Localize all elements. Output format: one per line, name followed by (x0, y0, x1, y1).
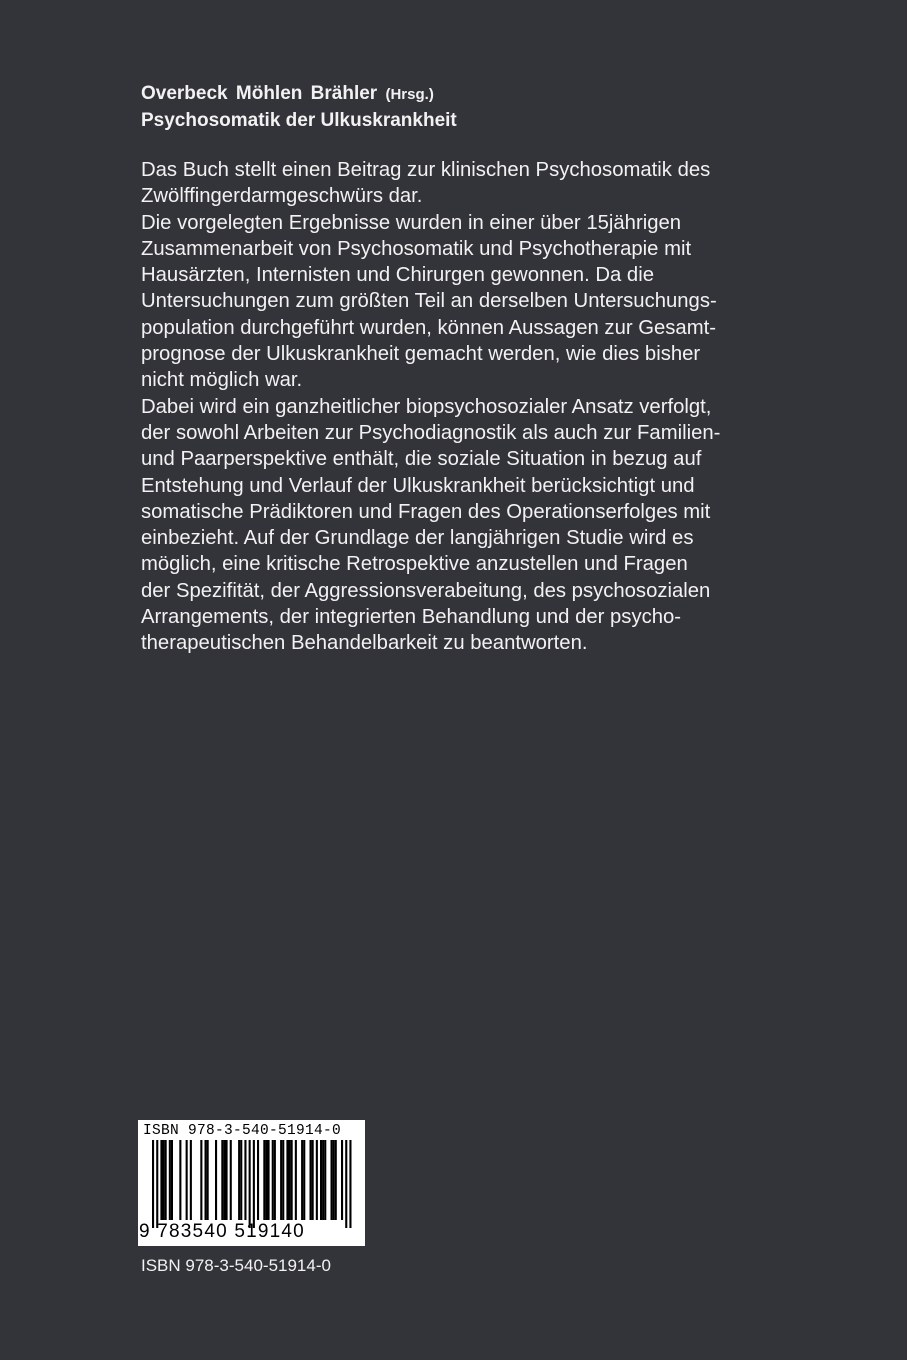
barcode-bar (226, 1140, 228, 1220)
blurb-line: Hausärzten, Internisten und Chirurgen gewonnen. Da die (141, 264, 654, 287)
barcode-bar (156, 1140, 158, 1228)
barcode-bar (263, 1140, 265, 1220)
barcode-bar (215, 1140, 217, 1220)
barcode (138, 1120, 365, 1246)
blurb-line: Zwölffingerdarmgeschwürs dar. (141, 185, 423, 208)
barcode-bar (291, 1140, 293, 1220)
barcode-isbn-label: ISBN 978-3-540-51914-0 (143, 1123, 342, 1139)
barcode-bars (138, 1140, 365, 1228)
blurb-line: Das Buch stellt einen Beitrag zur klinischen Psychosomatik des (141, 159, 711, 181)
blurb-line: Dabei wird ein ganzheitlicher biopsychosozialer Ansatz verfolgt, (141, 395, 712, 418)
barcode-bar (280, 1140, 282, 1220)
barcode-bar (244, 1140, 246, 1220)
barcode-bar (163, 1140, 165, 1220)
barcode-bar (207, 1140, 209, 1220)
barcode-bar (230, 1140, 232, 1220)
barcode-bar (316, 1140, 318, 1220)
blurb-line: somatische Prädiktoren und Fragen des Operationserfolges mit (141, 500, 711, 523)
barcode-bar (320, 1140, 322, 1220)
blurb-line: Untersuchungen zum größten Teil an derselben Untersuchungs- (141, 290, 717, 313)
blurb-line: der sowohl Arbeiten zur Psychodiagnostik als auch zur Familien- (141, 421, 721, 444)
barcode-bar (331, 1140, 333, 1220)
barcode-bar (160, 1140, 162, 1220)
blurb-line: und Paarperspektive enthält, die soziale Situation in bezug auf (141, 448, 702, 471)
barcode-bar (303, 1140, 305, 1220)
blurb-line: Zusammenarbeit von Psychosomatik und Psychotherapie mit (141, 237, 692, 260)
barcode-bar (169, 1140, 171, 1220)
barcode-bar (240, 1140, 242, 1220)
barcode-bar (345, 1140, 347, 1228)
blurb-line: einbezieht. Auf der Grundlage der langjährigen Studie wird es (141, 527, 694, 550)
barcode-digits: 9 783540 519140 (139, 1221, 305, 1242)
barcode-bar (165, 1140, 167, 1220)
barcode-bar (190, 1140, 192, 1220)
barcode-bar (295, 1140, 297, 1220)
blurb-line: Entstehung und Verlauf der Ulkuskrankheit berücksichtigt und (141, 474, 695, 497)
barcode-bar (265, 1140, 267, 1220)
blurb-line: nicht möglich war. (141, 369, 303, 392)
editor-note: (Hrsg.) (385, 86, 434, 103)
barcode-bar (268, 1140, 270, 1220)
barcode-bar (221, 1140, 223, 1220)
barcode-bar (249, 1140, 251, 1228)
barcode-bar (324, 1140, 326, 1220)
barcode-bar (333, 1140, 335, 1220)
blurb-line: Arrangements, der integrierten Behandlung und der psycho- (141, 606, 682, 629)
blurb-line: therapeutischen Behandelbarkeit zu beantworten. (141, 632, 588, 655)
barcode-bar (223, 1140, 225, 1220)
barcode-bar (253, 1140, 255, 1228)
barcode-bar (286, 1140, 288, 1220)
barcode-bar (186, 1140, 188, 1220)
barcode-bar (274, 1140, 276, 1220)
barcode-bar (322, 1140, 324, 1220)
authors: Overbeck Möhlen Brähler (141, 83, 378, 104)
authors-line (141, 81, 841, 108)
blurb-line: der Spezifität, der Aggressionsverabeitung, des psychosozialen (141, 579, 711, 602)
barcode-bar (272, 1140, 274, 1220)
barcode-bar (341, 1140, 343, 1220)
blurb-line: Die vorgelegten Ergebnisse wurden in einer über 15jährigen (141, 211, 682, 234)
isbn-number: ISBN 978-3-540-51914-0 (141, 1256, 331, 1275)
barcode-bar (152, 1140, 154, 1228)
barcode-bar (349, 1140, 351, 1228)
barcode-bar (335, 1140, 337, 1220)
blurb-text (141, 157, 861, 657)
barcode-bar (310, 1140, 312, 1220)
barcode-bar (179, 1140, 181, 1220)
barcode-bar (205, 1140, 207, 1220)
blurb-line: population durchgeführt wurden, können Aussagen zur Gesamt- (141, 316, 716, 339)
barcode-bar (312, 1140, 314, 1220)
barcode-bar (171, 1140, 173, 1220)
barcode-bar (301, 1140, 303, 1220)
book-header (141, 81, 841, 134)
barcode-bar (200, 1140, 202, 1220)
barcode-bar (289, 1140, 291, 1220)
blurb-line: möglich, eine kritische Retrospektive anzustellen und Fragen (141, 553, 688, 576)
barcode-bar (238, 1140, 240, 1220)
barcode-bar (257, 1140, 259, 1220)
book-title: Psychosomatik der Ulkuskrankheit (141, 110, 457, 131)
blurb-line: prognose der Ulkuskrankheit gemacht werden, wie dies bisher (141, 343, 701, 366)
barcode-bar (282, 1140, 284, 1220)
